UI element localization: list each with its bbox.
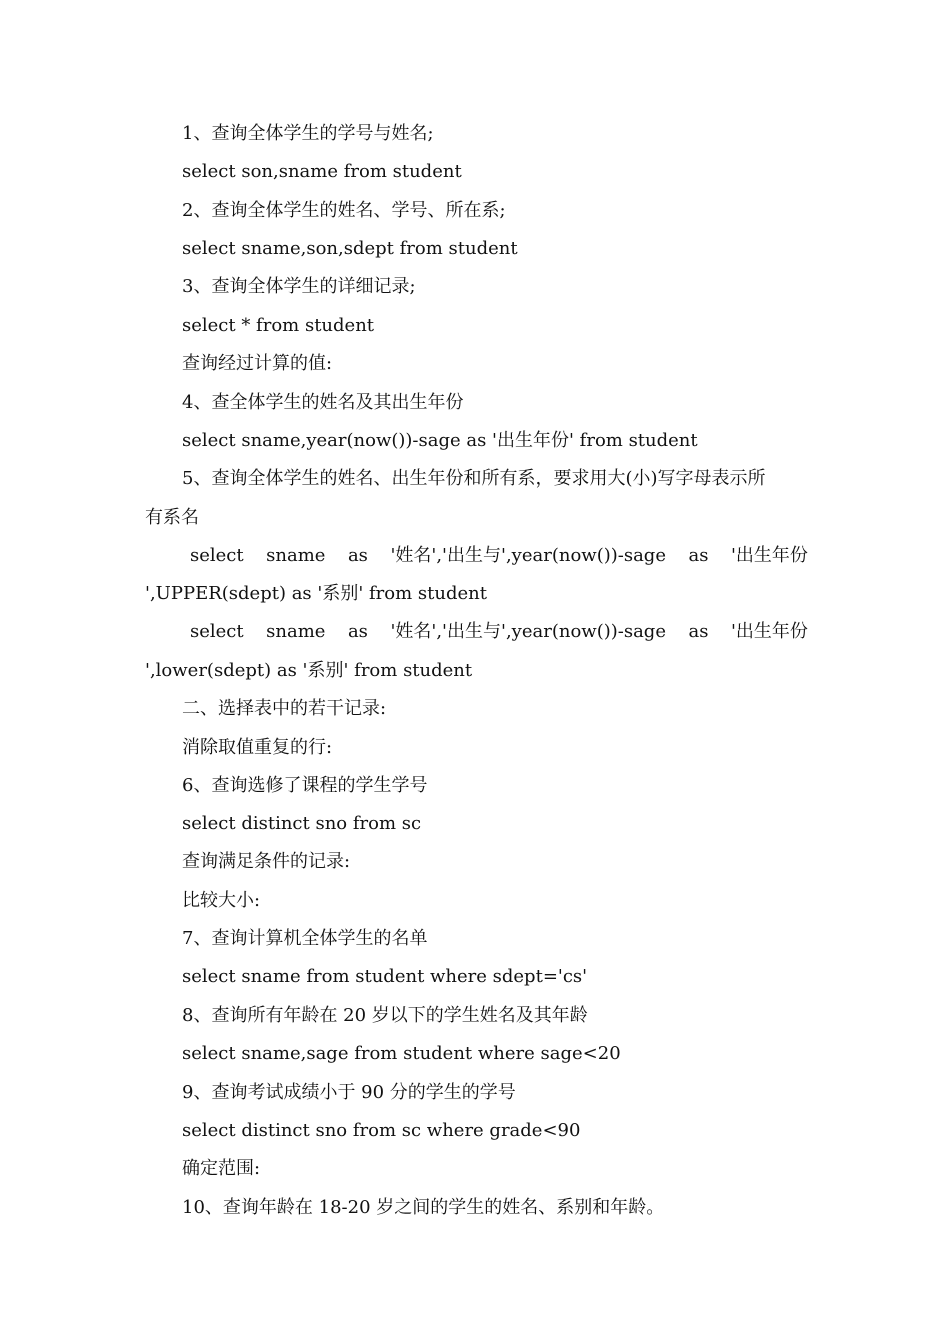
sql-5a-part: '出生年份 [730,545,808,566]
sql-4: select sname,year(now())-sage as '出生年份' from student [182,430,698,451]
sql-5b-continuation: ',lower(sdept) as '系别' from student [145,660,473,681]
question-5: 5、查询全体学生的姓名、出生年份和所有系，要求用大(小)写字母表示所 [182,468,766,489]
sql-5b-part: sname [266,621,326,642]
sql-5b-part: '姓名','出生与',year(now())-sage [390,621,666,642]
question-6: 6、查询选修了课程的学生学号 [182,775,428,796]
question-5-continuation: 有系名 [145,507,199,528]
sql-5b-part: select [190,621,244,642]
sql-5a-continuation: ',UPPER(sdept) as '系别' from student [145,583,487,604]
sql-5b [190,620,808,644]
question-4: 4、查全体学生的姓名及其出生年份 [182,392,464,413]
sql-7: select sname from student where sdept='cs' [182,966,588,987]
sql-3: select * from student [182,315,375,336]
sql-5b-part: '出生年份 [730,621,808,642]
sql-2: select sname,son,sdept from student [182,238,518,259]
sql-5b-part: as [688,621,709,642]
sql-5a-part: as [347,545,368,566]
question-1: 1、查询全体学生的学号与姓名; [182,123,434,144]
section-range: 确定范围: [182,1158,261,1179]
sql-8: select sname,sage from student where sage<20 [182,1043,621,1064]
section-conditions: 查询满足条件的记录: [182,851,351,872]
section-remove-duplicates: 消除取值重复的行: [182,737,333,758]
sql-5a [190,544,808,568]
question-2: 2、查询全体学生的姓名、学号、所在系; [182,200,506,221]
section-computed-values: 查询经过计算的值: [182,353,333,374]
sql-5a-part: sname [266,545,326,566]
section-select-records: 二、选择表中的若干记录: [182,698,387,719]
sql-9: select distinct sno from sc where grade<90 [182,1120,581,1141]
question-9: 9、查询考试成绩小于 90 分的学生的学号 [182,1082,516,1103]
sql-5a-part: as [688,545,709,566]
sql-5a-part: '姓名','出生与',year(now())-sage [390,545,666,566]
question-7: 7、查询计算机全体学生的名单 [182,928,428,949]
sql-5a-part: select [190,545,244,566]
sql-1: select son,sname from student [182,161,462,182]
question-10: 10、查询年龄在 18-20 岁之间的学生的姓名、系别和年龄。 [182,1197,665,1218]
question-3: 3、查询全体学生的详细记录; [182,276,416,297]
sql-5b-part: as [347,621,368,642]
sql-6: select distinct sno from sc [182,813,422,834]
section-compare: 比较大小: [182,890,261,911]
question-8: 8、查询所有年龄在 20 岁以下的学生姓名及其年龄 [182,1005,588,1026]
